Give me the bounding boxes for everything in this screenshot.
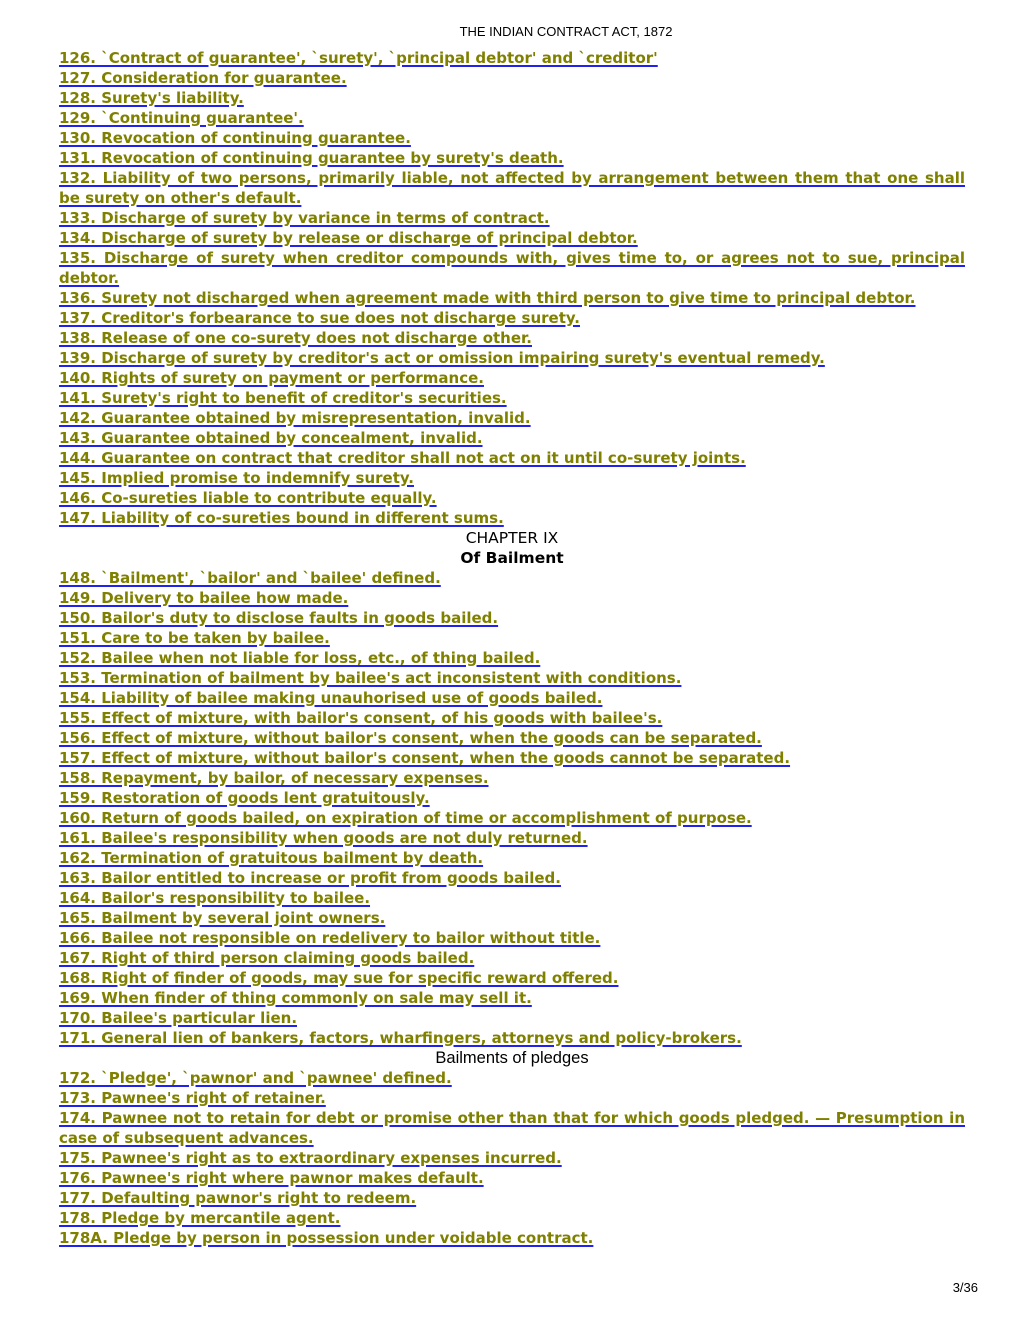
section-link[interactable]: 148. `Bailment', `bailor' and `bailee' defined.	[59, 569, 441, 587]
toc-item	[59, 88, 965, 108]
toc-item	[59, 808, 965, 828]
section-link[interactable]: 177. Defaulting pawnor's right to redeem.	[59, 1189, 417, 1207]
toc-item	[59, 468, 965, 488]
section-link[interactable]: 131. Revocation of continuing guarantee by surety's death.	[59, 149, 564, 167]
section-link[interactable]: 174. Pawnee not to retain for debt or promise other than that for which goods pledged. — Presumption in case of subsequent advances.	[59, 1109, 965, 1147]
toc-item	[59, 1088, 965, 1108]
section-link[interactable]: 161. Bailee's responsibility when goods are not duly returned.	[59, 829, 588, 847]
toc-item	[59, 388, 965, 408]
toc-item	[59, 688, 965, 708]
section-link[interactable]: 163. Bailor entitled to increase or profit from goods bailed.	[59, 869, 561, 887]
section-link[interactable]: 135. Discharge of surety when creditor compounds with, gives time to, or agrees not to sue, principal debtor.	[59, 249, 965, 287]
toc-item	[59, 108, 965, 128]
chapter-title: Of Bailment	[460, 549, 564, 567]
section-link[interactable]: 150. Bailor's duty to disclose faults in goods bailed.	[59, 609, 499, 627]
section-link[interactable]: 178A. Pledge by person in possession under voidable contract.	[59, 1229, 594, 1247]
chapter-heading: CHAPTER IX	[465, 529, 559, 547]
toc-item	[59, 68, 965, 88]
section-link[interactable]: 166. Bailee not responsible on redelivery to bailor without title.	[59, 929, 601, 947]
toc-item	[59, 588, 965, 608]
section-link[interactable]: 144. Guarantee on contract that creditor shall not act on it until co-surety joints.	[59, 449, 746, 467]
section-link[interactable]: 129. `Continuing guarantee'.	[59, 109, 304, 127]
toc-item	[59, 308, 965, 328]
toc-item	[59, 128, 965, 148]
toc-item	[59, 48, 965, 68]
section-link[interactable]: 172. `Pledge', `pawnor' and `pawnee' defined.	[59, 1069, 452, 1087]
section-link[interactable]: 139. Discharge of surety by creditor's act or omission impairing surety's eventual remedy.	[59, 349, 825, 367]
section-link[interactable]: 128. Surety's liability.	[59, 89, 244, 107]
toc-item	[59, 888, 965, 908]
toc-item	[59, 1148, 965, 1168]
toc-item	[59, 1108, 965, 1148]
section-link[interactable]: 138. Release of one co-surety does not discharge other.	[59, 329, 532, 347]
section-link[interactable]: 136. Surety not discharged when agreement made with third person to give time to principal debtor.	[59, 289, 916, 307]
toc-item	[59, 608, 965, 628]
section-link[interactable]: 160. Return of goods bailed, on expiration of time or accomplishment of purpose.	[59, 809, 752, 827]
section-link[interactable]: 151. Care to be taken by bailee.	[59, 629, 330, 647]
toc-item	[59, 508, 965, 528]
section-link[interactable]: 127. Consideration for guarantee.	[59, 69, 347, 87]
toc-item	[59, 1168, 965, 1188]
running-header: THE INDIAN CONTRACT ACT, 1872	[459, 24, 673, 39]
toc-item	[59, 988, 965, 1008]
toc-item	[59, 788, 965, 808]
section-link[interactable]: 134. Discharge of surety by release or discharge of principal debtor.	[59, 229, 638, 247]
toc-item	[59, 568, 965, 588]
section-link[interactable]: 154. Liability of bailee making unauhorised use of goods bailed.	[59, 689, 603, 707]
section-link[interactable]: 173. Pawnee's right of retainer.	[59, 1089, 326, 1107]
toc-item	[59, 1028, 965, 1048]
toc-item	[59, 768, 965, 788]
toc-item	[59, 408, 965, 428]
toc-item	[59, 908, 965, 928]
toc-item	[59, 628, 965, 648]
toc-item	[59, 208, 965, 228]
section-link[interactable]: 155. Effect of mixture, with bailor's consent, of his goods with bailee's.	[59, 709, 663, 727]
toc-item	[59, 948, 965, 968]
toc-item	[59, 1188, 965, 1208]
table-of-contents	[59, 48, 965, 1248]
subheading: Bailments of pledges	[435, 1049, 589, 1067]
toc-item	[59, 488, 965, 508]
toc-item	[59, 1228, 965, 1248]
section-link[interactable]: 175. Pawnee's right as to extraordinary expenses incurred.	[59, 1149, 562, 1167]
section-link[interactable]: 140. Rights of surety on payment or performance.	[59, 369, 484, 387]
section-link[interactable]: 156. Effect of mixture, without bailor's consent, when the goods can be separated.	[59, 729, 762, 747]
toc-item	[59, 248, 965, 288]
section-link[interactable]: 141. Surety's right to benefit of creditor's securities.	[59, 389, 507, 407]
section-link[interactable]: 167. Right of third person claiming goods bailed.	[59, 949, 475, 967]
section-link[interactable]: 171. General lien of bankers, factors, wharfingers, attorneys and policy-brokers.	[59, 1029, 742, 1047]
toc-item	[59, 968, 965, 988]
toc-item	[59, 368, 965, 388]
section-link[interactable]: 176. Pawnee's right where pawnor makes default.	[59, 1169, 484, 1187]
section-link[interactable]: 169. When finder of thing commonly on sale may sell it.	[59, 989, 532, 1007]
toc-item	[59, 828, 965, 848]
section-link[interactable]: 143. Guarantee obtained by concealment, invalid.	[59, 429, 483, 447]
section-link[interactable]: 165. Bailment by several joint owners.	[59, 909, 386, 927]
toc-item	[59, 728, 965, 748]
section-link[interactable]: 157. Effect of mixture, without bailor's consent, when the goods cannot be separated.	[59, 749, 791, 767]
toc-item	[59, 848, 965, 868]
toc-item	[59, 328, 965, 348]
toc-item	[59, 428, 965, 448]
section-link[interactable]: 168. Right of finder of goods, may sue for specific reward offered.	[59, 969, 619, 987]
section-link[interactable]: 153. Termination of bailment by bailee's act inconsistent with conditions.	[59, 669, 682, 687]
toc-item	[59, 748, 965, 768]
section-link[interactable]: 142. Guarantee obtained by misrepresentation, invalid.	[59, 409, 531, 427]
section-link[interactable]: 164. Bailor's responsibility to bailee.	[59, 889, 371, 907]
section-link[interactable]: 130. Revocation of continuing guarantee.	[59, 129, 411, 147]
toc-item	[59, 168, 965, 208]
section-link[interactable]: 158. Repayment, by bailor, of necessary expenses.	[59, 769, 489, 787]
section-link[interactable]: 137. Creditor's forbearance to sue does not discharge surety.	[59, 309, 580, 327]
section-link[interactable]: 145. Implied promise to indemnify surety.	[59, 469, 414, 487]
toc-item	[59, 648, 965, 668]
toc-item	[59, 1068, 965, 1088]
toc-item	[59, 708, 965, 728]
section-link[interactable]: 162. Termination of gratuitous bailment by death.	[59, 849, 484, 867]
toc-item	[59, 1208, 965, 1228]
section-link[interactable]: 133. Discharge of surety by variance in terms of contract.	[59, 209, 550, 227]
toc-item	[59, 148, 965, 168]
page-number: 3/36	[952, 1280, 978, 1295]
toc-item	[59, 228, 965, 248]
toc-item	[59, 668, 965, 688]
toc-item	[59, 288, 965, 308]
section-link[interactable]: 159. Restoration of goods lent gratuitously.	[59, 789, 430, 807]
toc-item	[59, 1008, 965, 1028]
section-link[interactable]: 132. Liability of two persons, primarily liable, not affected by arrangement between them that one shall be surety on other's default.	[59, 169, 965, 207]
section-link[interactable]: 149. Delivery to bailee how made.	[59, 589, 349, 607]
toc-item	[59, 928, 965, 948]
section-link[interactable]: 178. Pledge by mercantile agent.	[59, 1209, 341, 1227]
section-link[interactable]: 152. Bailee when not liable for loss, etc., of thing bailed.	[59, 649, 541, 667]
section-link[interactable]: 126. `Contract of guarantee', `surety', `principal debtor' and `creditor'	[59, 49, 658, 67]
toc-item	[59, 348, 965, 368]
toc-item	[59, 868, 965, 888]
section-link[interactable]: 170. Bailee's particular lien.	[59, 1009, 298, 1027]
section-link[interactable]: 147. Liability of co-sureties bound in different sums.	[59, 509, 504, 527]
section-link[interactable]: 146. Co-sureties liable to contribute equally.	[59, 489, 437, 507]
toc-item	[59, 448, 965, 468]
